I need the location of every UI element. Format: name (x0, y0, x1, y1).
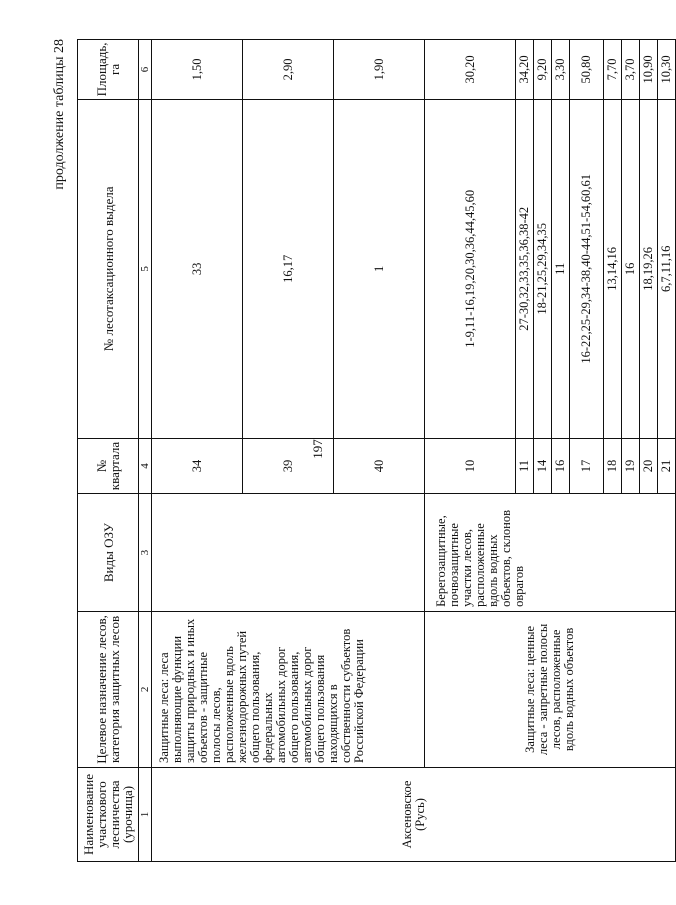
vydel-cell: 11 (552, 99, 570, 438)
area-cell: 30,20 (425, 40, 516, 100)
header-row (78, 40, 139, 862)
vydel-cell: 16 (622, 99, 640, 438)
area-cell: 1,50 (152, 40, 243, 100)
area-cell: 9,20 (534, 40, 552, 100)
table-row (152, 40, 243, 862)
vydel-cell: 18,19,26 (640, 99, 658, 438)
area-cell: 2,90 (243, 40, 334, 100)
quarter-cell: 17 (570, 438, 604, 494)
quarter-cell: 19 (622, 438, 640, 494)
page-number: 197 (310, 439, 325, 459)
forestry-name: Аксеновское (Русь) (152, 767, 676, 861)
vydel-cell: 18-21,25,29,34,35 (534, 99, 552, 438)
quarter-cell: 14 (534, 438, 552, 494)
quarter-cell: 21 (658, 438, 676, 494)
column-number-row (139, 40, 152, 862)
header-vydel: № лесотаксационного выдела (78, 99, 139, 438)
vydel-cell: 1 (334, 99, 425, 438)
col-number: 4 (139, 438, 152, 494)
vydel-cell: 13,14,16 (604, 99, 622, 438)
col-number: 5 (139, 99, 152, 438)
quarter-cell: 39 (243, 438, 334, 494)
vydel-cell: 16,17 (243, 99, 334, 438)
quarter-cell: 11 (516, 438, 534, 494)
col-number: 1 (139, 767, 152, 861)
area-cell: 7,70 (604, 40, 622, 100)
ozu-cell: Берегозащитные, почвозащитные участки лесов, расположенные вдоль водных объектов, склонов оврагов (425, 494, 676, 612)
vydel-cell: 33 (152, 99, 243, 438)
continuation-title: продолжение таблицы 28 (52, 39, 67, 190)
col-number: 6 (139, 40, 152, 100)
area-cell: 34,20 (516, 40, 534, 100)
header-ozu: Виды ОЗУ (78, 494, 139, 612)
vydel-cell: 27-30,32,33,35,36,38-42 (516, 99, 534, 438)
header-area: Площадь, га (78, 40, 139, 100)
quarter-cell: 40 (334, 438, 425, 494)
area-cell: 50,80 (570, 40, 604, 100)
header-quarter: № квартала (78, 438, 139, 494)
vydel-cell: 6,7,11,16 (658, 99, 676, 438)
quarter-cell: 20 (640, 438, 658, 494)
forest-table (77, 39, 676, 862)
quarter-cell: 34 (152, 438, 243, 494)
purpose-cell-2: Защитные леса: ценные леса - запретные полосы лесов, расположенные вдоль водных объектов (425, 611, 676, 767)
ozu-empty-cell (152, 494, 425, 612)
header-purpose: Целевое назначение лесов, категория защитных лесов (78, 611, 139, 767)
col-number: 3 (139, 494, 152, 612)
area-cell: 10,30 (658, 40, 676, 100)
header-forestry: Наименование участкового лесничества (урочища) (78, 767, 139, 861)
quarter-cell: 10 (425, 438, 516, 494)
col-number: 2 (139, 611, 152, 767)
vydel-cell: 1-9,11-16,19,20,30,36,44,45,60 (425, 99, 516, 438)
rotated-table-page (52, 39, 673, 862)
quarter-cell: 16 (552, 438, 570, 494)
area-cell: 10,90 (640, 40, 658, 100)
table-row (425, 40, 516, 862)
vydel-cell: 16-22,25-29,34-38,40-44,51-54,60,61 (570, 99, 604, 438)
area-cell: 1,90 (334, 40, 425, 100)
quarter-cell: 18 (604, 438, 622, 494)
purpose-cell-1: Защитные леса: леса выполняющие функции защиты природных и иных объектов - защитные полосы лесов, расположенные вдоль железнодорожных путей общего пользования, федеральных автомобильных дорог общего пользования, автомобильных дорог общего пользования находящихся в собственности субъектов Российской Федерации (152, 611, 425, 767)
area-cell: 3,30 (552, 40, 570, 100)
area-cell: 3,70 (622, 40, 640, 100)
